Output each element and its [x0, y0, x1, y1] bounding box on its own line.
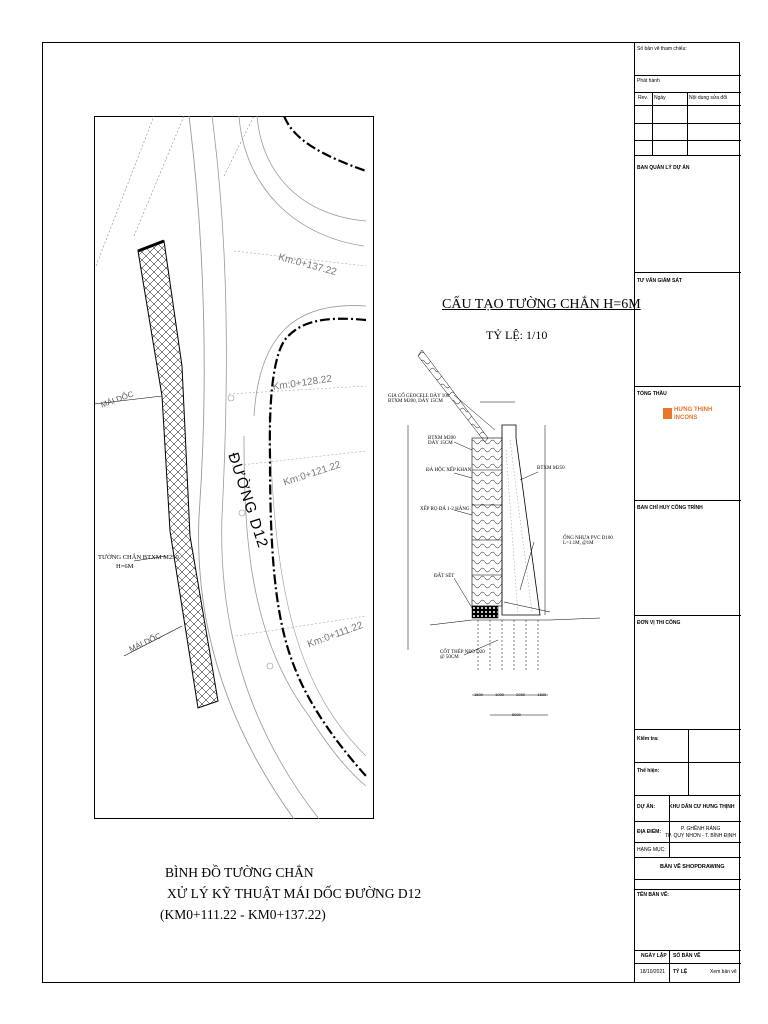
- date-header: Ngày: [654, 95, 666, 101]
- slope-label: MÁI DỐC: [99, 389, 135, 410]
- issue-label: Phát hành: [637, 78, 660, 84]
- scale-label: TỶ LỆ: [673, 969, 688, 975]
- section-contractor: TỔNG THẦU: [637, 391, 667, 397]
- clay-layer: [472, 606, 498, 618]
- section-builder: ĐƠN VỊ THI CÔNG: [637, 620, 681, 626]
- curb-line-top: [284, 116, 366, 171]
- check-label: Kiểm tra:: [637, 736, 659, 742]
- note-concrete-m200: BTXM M200 DÀY 15CM: [428, 436, 456, 446]
- section-supervision: TƯ VẤN GIÁM SÁT: [637, 278, 682, 284]
- location-value-1: P. GHỀNH RÁNG: [681, 826, 721, 832]
- note-geocell: GIA CỐ GEOCELL DÀY 100 BTXM M200, DÀY 15CM: [388, 394, 450, 404]
- logo-text: HƯNG THỊNH: [674, 407, 713, 413]
- chainage-label: Km:0+128.22: [272, 373, 333, 393]
- content-header: Nội dung sửa đổi: [689, 95, 728, 101]
- date-label: NGÀY LẬP: [641, 953, 667, 959]
- stone-gabion: [472, 438, 502, 606]
- rev-header: Rev.: [638, 95, 648, 101]
- date-value: 18/10/2021: [640, 969, 666, 975]
- section-site-command: BAN CHỈ HUY CÔNG TRÌNH: [637, 505, 703, 511]
- title-block: [634, 42, 740, 983]
- road-name-label: ĐƯỜNG D12: [224, 450, 272, 551]
- design-label: Thể hiện:: [637, 768, 660, 774]
- logo-subtext: INCONS: [674, 415, 698, 421]
- chainage-label: Km:0+121.22: [282, 459, 343, 489]
- ref-label: Số bản vẽ tham chiếu:: [637, 46, 687, 52]
- note-clay: ĐẤT SÉT: [434, 574, 455, 579]
- chainage-label: Km:0+137.22: [277, 252, 338, 279]
- logo-mark-icon: [663, 408, 672, 419]
- section-pmb: BAN QUẢN LÝ DỰ ÁN: [637, 165, 690, 171]
- dim-total: 5000: [512, 712, 521, 717]
- wall-label: TƯỜNG CHẮN BTXM M250 H=6M: [98, 554, 179, 570]
- location-label: ĐỊA ĐIỂM:: [637, 829, 661, 835]
- project-value: KHU DÂN CƯ HƯNG THỊNH: [669, 804, 735, 810]
- item-label: HẠNG MỤC:: [637, 847, 666, 853]
- location-value-2: TP. QUY NHƠN - T. BÌNH ĐỊNH: [665, 833, 736, 839]
- drawing-no-label: SỐ BẢN VẼ: [673, 953, 701, 959]
- section-title: CẤU TẠO TƯỜNG CHẮN H=6M: [442, 297, 641, 312]
- drawing-type: BẢN VẼ SHOPDRAWING: [660, 864, 725, 870]
- scale-value: Xem bản vẽ: [710, 969, 737, 975]
- project-label: DỰ ÁN:: [637, 804, 656, 810]
- note-concrete-m250: BTXM M250: [537, 466, 565, 471]
- note-rubble: ĐÁ HỘC XẾP KHAN: [426, 468, 472, 473]
- plan-title: BÌNH ĐỒ TƯỜNG CHẮN XỬ LÝ KỸ THUẬT MÁI DỐC ĐƯỜNG D12 (KM0+111.22 - KM0+137.22): [160, 865, 422, 922]
- contractor-logo: [663, 404, 713, 426]
- dim-labels: 1500 1000 2000 1500: [474, 692, 547, 697]
- note-gabion: XẾP RỌ ĐÁ 1-2 HÀNG: [420, 507, 470, 512]
- slope-label: MÁI DỐC: [127, 631, 163, 654]
- chainage-label: Km:0+111.22: [306, 620, 365, 651]
- note-pvc-pipe: ỐNG NHỰA PVC D100 L=1.1M, @1M: [563, 536, 613, 546]
- note-anchor: CỐT THÉP NEO D20 @ 50CM: [440, 650, 485, 660]
- section-scale: TỶ LỆ: 1/10: [486, 328, 548, 342]
- drawing-name-label: TÊN BẢN VẼ:: [637, 892, 669, 898]
